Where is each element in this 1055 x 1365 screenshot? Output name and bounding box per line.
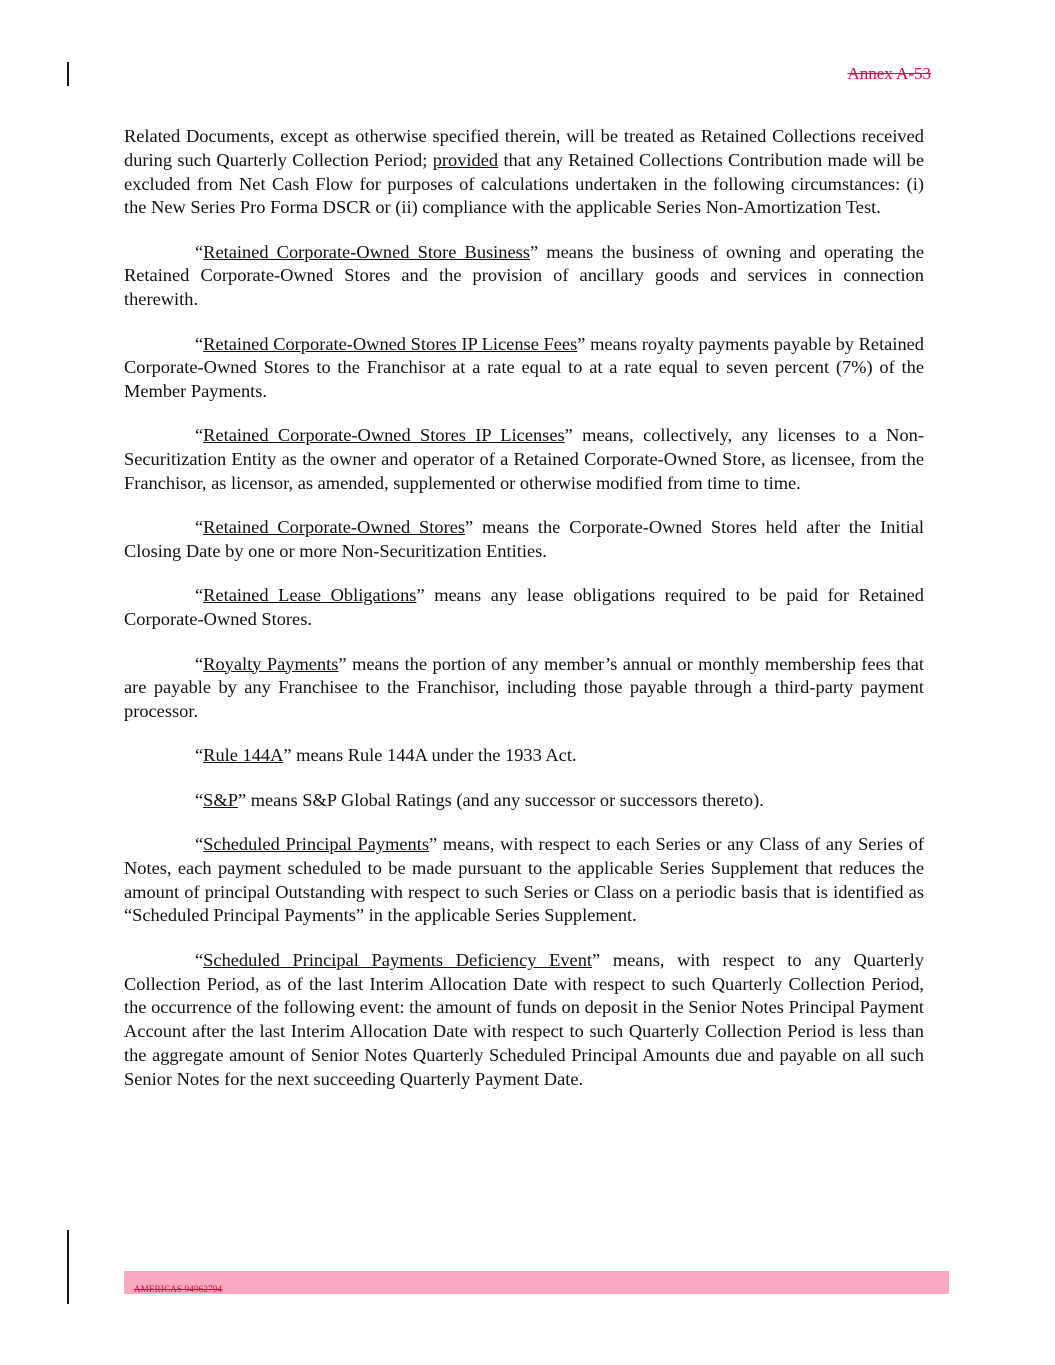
open-quote: “ [195, 745, 204, 766]
defined-term: Retained Lease Obligations [203, 585, 417, 606]
page-header-annex: Annex A-53 [847, 64, 931, 83]
definition-text: ” means S&P Global Ratings (and any successor or successors thereto). [237, 789, 764, 810]
definition-scheduled-principal-payments-deficiency-event [124, 949, 924, 1092]
definition-text: ” means any lease obligations required to be paid for Retained Corporate-Owned Stores. [124, 585, 924, 630]
defined-term: Retained Corporate-Owned Stores IP License Fees [203, 333, 578, 354]
definition-text: ” means, with respect to each Series or any Class of any Series of Notes, each payment scheduled to be made pursuant to the applicable Series Supplement that reduces the amount of principal Outstanding with respect to such Series or Class on a periodic basis that is identified as “Scheduled Principal Payments” in the applicable Series Supplement. [124, 834, 924, 926]
defined-term: S&P [203, 789, 238, 810]
definition-text: ” means, collectively, any licenses to a Non-Securitization Entity as the owner and operator of a Retained Corporate-Owned Store, as licensee, from the Franchisor, as licensor, as amended, supplemented or otherwise modified from time to time. [124, 425, 924, 494]
definition-retained-stores-ip-licenses [124, 424, 924, 495]
footer-document-id: AMERICAS 94962794 [134, 1284, 223, 1294]
definition-retained-stores-ip-license-fees [124, 333, 924, 404]
definition-scheduled-principal-payments [124, 833, 924, 928]
definition-text: ” means the business of owning and operating the Retained Corporate-Owned Stores and the provision of ancillary goods and services in connection therewith. [124, 241, 925, 310]
open-quote: “ [195, 585, 204, 606]
open-quote: “ [195, 834, 204, 855]
change-bar-top [67, 62, 69, 86]
definition-text: ” means the Corporate-Owned Stores held after the Initial Closing Date by one or more Non-Securitization Entities. [124, 517, 924, 562]
open-quote: “ [195, 425, 204, 446]
definition-text: ” means royalty payments payable by Retained Corporate-Owned Stores to the Franchisor at a rate equal to at a rate equal to seven percent (7%) of the Member Payments. [124, 333, 925, 402]
defined-term: Retained Corporate-Owned Stores IP Licenses [203, 425, 565, 446]
defined-term: Retained Corporate-Owned Store Business [203, 241, 530, 262]
definition-text: ” means the portion of any member’s annual or monthly membership fees that are payable by any Franchisee to the Franchisor, including those payable through a third-party payment processor. [124, 653, 924, 722]
definition-rule-144a [124, 744, 924, 768]
text-segment: that any Retained Collections Contribution made will be excluded from Net Cash Flow for purposes of calculations undertaken in the following circumstances: (i) the New Series Pro Forma DSCR or (ii) compliance with the applicable Series Non-Amortization Test. [124, 149, 925, 218]
defined-term: Scheduled Principal Payments Deficiency Event [203, 949, 593, 970]
footer-band [124, 1271, 949, 1294]
definition-s-and-p [124, 789, 924, 813]
open-quote: “ [195, 333, 204, 354]
definition-royalty-payments [124, 653, 924, 724]
open-quote: “ [195, 241, 204, 262]
open-quote: “ [195, 789, 204, 810]
open-quote: “ [195, 949, 204, 970]
document-body [124, 125, 924, 1112]
text-segment: Related Documents, except as otherwise specified therein, will be treated as Retained Collections received during such Quarterly Collection Period; [124, 126, 924, 170]
paragraph-continuation [124, 125, 924, 220]
defined-term: Royalty Payments [203, 653, 339, 674]
definition-retained-lease-obligations [124, 584, 924, 632]
defined-term: Retained Corporate-Owned Stores [203, 517, 466, 538]
change-bar-bottom [67, 1230, 69, 1304]
underlined-term-provided: provided [432, 149, 499, 170]
defined-term: Scheduled Principal Payments [203, 834, 430, 855]
definition-retained-corporate-owned-stores [124, 516, 924, 564]
open-quote: “ [195, 517, 204, 538]
open-quote: “ [195, 653, 204, 674]
definition-retained-corporate-owned-store-business [124, 241, 924, 312]
definition-text: ” means Rule 144A under the 1933 Act. [283, 745, 577, 766]
definition-text: ” means, with respect to any Quarterly Collection Period, as of the last Interim Allocation Date with respect to such Quarterly Collection Period, the occurrence of the following event: the amount of funds on deposit in the Senior Notes Principal Payment Account after the last Interim Allocation Date with respect to such Quarterly Collection Period is less than the aggregate amount of Senior Notes Quarterly Scheduled Principal Amounts due and payable on all such Senior Notes for the next succeeding Quarterly Payment Date. [124, 949, 924, 1089]
defined-term: Rule 144A [203, 745, 284, 766]
